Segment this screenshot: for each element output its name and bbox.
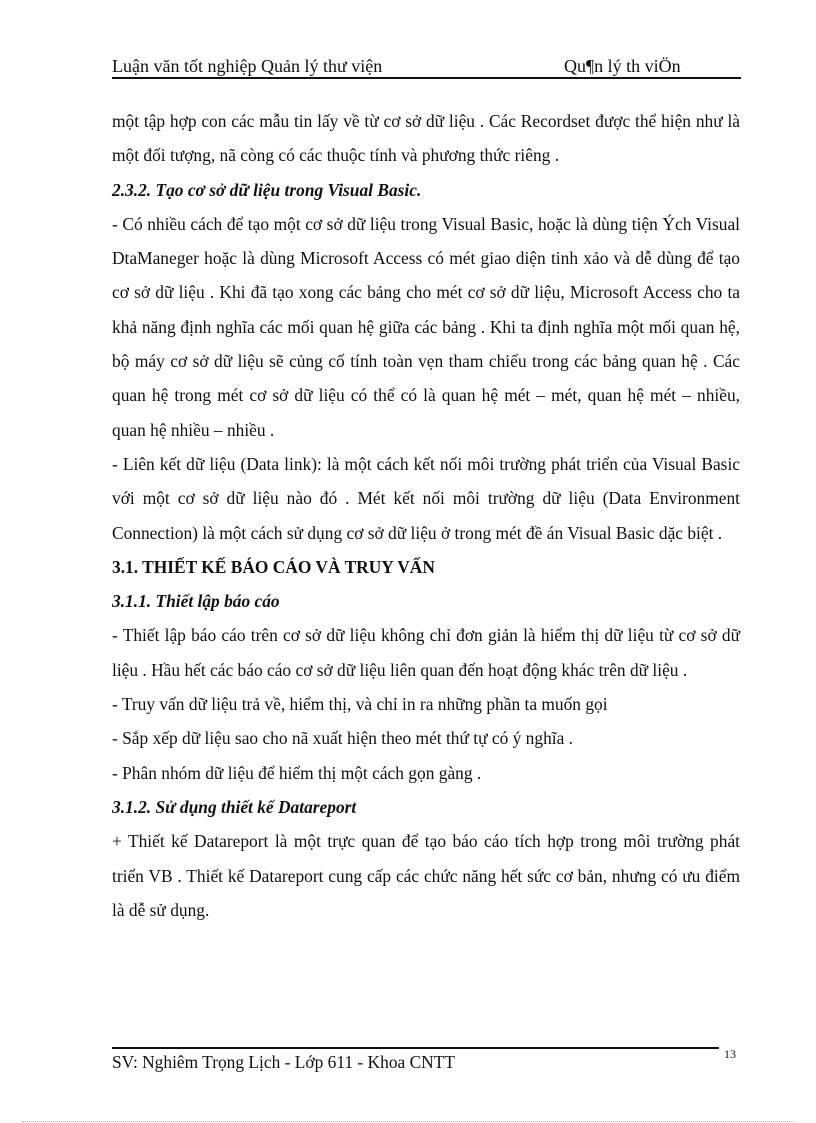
section-heading-2-3-2: 2.3.2. Tạo cơ sở dữ liệu trong Visual Basic. bbox=[112, 179, 422, 200]
paragraph-datareport: + Thiết kế Datareport là một trực quan để tạo báo cáo tích hợp trong môi trường phát triển VB . Thiết kế Datareport cung cấp các chức năng hết sức cơ bản, nhưng có ưu điểm là dễ sử dụng. bbox=[112, 831, 740, 920]
section-heading-3-1-2: 3.1.2. Sử dụng thiết kế Datareport bbox=[112, 796, 357, 817]
paragraph-create-database: - Có nhiều cách để tạo một cơ sở dữ liệu trong Visual Basic, hoặc là dùng tiện Ých Visual DtaManeger hoặc là dùng Microsoft Access có mét giao diện tinh xảo và dễ dùng để tạo cơ sở dữ liệu . Khi đã tạo xong các bảng cho mét cơ sở dữ liệu, Microsoft Access cho ta khả năng định nghĩa các mối quan hệ giữa các bảng . Khi ta định nghĩa một mối quan hệ, bộ máy cơ sở dữ liệu sẽ củng cố tính toàn vẹn tham chiếu trong các bảng quan hệ . Các quan hệ trong mét cơ sở dữ liệu có thể có là quan hệ mét – mét, quan hệ mét – nhiều, quan hệ nhiều – nhiều . bbox=[112, 213, 740, 440]
list-item-group: - Phân nhóm dữ liệu để hiểm thị một cách gọn gàng . bbox=[112, 762, 482, 783]
header-title-left: Luận văn tốt nghiệp Quản lý thư viện bbox=[112, 56, 383, 76]
header-title-right: Qu¶n lý th viÖn bbox=[564, 56, 681, 76]
section-heading-3-1: 3.1. THIẾT KẾ BÁO CÁO VÀ TRUY VẤN bbox=[112, 556, 435, 577]
document-body bbox=[112, 104, 740, 927]
paragraph-recordset: một tập hợp con các mẫu tin lấy về từ cơ sở dữ liệu . Các Recordset được thể hiện như là một đối tượng, nã còng có các thuộc tính và phương thức riêng . bbox=[112, 111, 740, 166]
page-number: 13 bbox=[724, 1047, 736, 1061]
footer-text: SV: Nghiêm Trọng Lịch - Lớp 611 - Khoa CNTT bbox=[112, 1052, 455, 1072]
page-bottom-edge bbox=[22, 1121, 794, 1122]
paragraph-report-setup: - Thiết lập báo cáo trên cơ sở dữ liệu không chỉ đơn giản là hiểm thị dữ liệu từ cơ sở dữ liệu . Hầu hết các báo cáo cơ sở dữ liệu liên quan đến hoạt động khác trên dữ liệu . bbox=[112, 625, 740, 680]
list-item-query: - Truy vấn dữ liệu trả về, hiểm thị, và chỉ in ra những phần ta muốn gọi bbox=[112, 694, 608, 715]
paragraph-data-link: - Liên kết dữ liệu (Data link): là một cách kết nối môi trường phát triển của Visual Basic với một cơ sở dữ liệu nào đó . Mét kết nối môi trường dữ liệu (Data Environment Connection) là một cách sử dụng cơ sở dữ liệu ở trong mét đề án Visual Basic dặc biệt . bbox=[112, 453, 740, 543]
footer-rule bbox=[112, 1047, 719, 1049]
header-rule bbox=[112, 77, 741, 79]
page-header bbox=[112, 54, 740, 78]
section-heading-3-1-1: 3.1.1. Thiết lập báo cáo bbox=[112, 591, 280, 612]
list-item-sort: - Sắp xếp dữ liệu sao cho nã xuất hiện theo mét thứ tự có ý nghĩa . bbox=[112, 728, 574, 749]
